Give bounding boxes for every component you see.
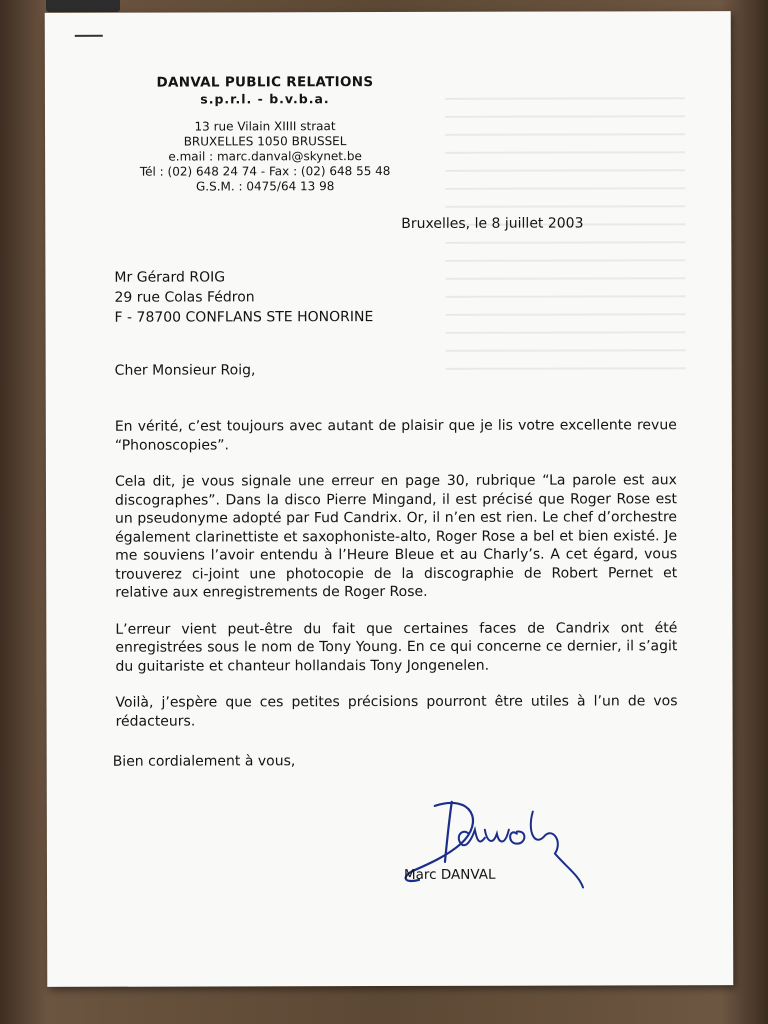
binder-clip [46, 0, 120, 12]
letter-page [45, 11, 734, 987]
letter-body [115, 416, 678, 748]
email: e.mail : marc.danval@skynet.be [168, 149, 362, 164]
salutation: Cher Monsieur Roig, [114, 362, 256, 379]
legal-form: s.p.r.l. - b.v.b.a. [200, 91, 330, 107]
letter-date: Bruxelles, le 8 juillet 2003 [401, 215, 584, 232]
phone-fax: Tél : (02) 648 24 74 - Fax : (02) 648 55 48 [139, 163, 391, 179]
letterhead [105, 74, 425, 195]
address-line2: BRUXELLES 1050 BRUSSEL [183, 134, 347, 149]
closing: Bien cordialement à vous, [112, 753, 296, 770]
recipient-street: 29 rue Colas Fédron [114, 289, 255, 306]
address-line1: 13 rue Vilain XIIII straat [194, 119, 336, 134]
recipient-city: F - 78700 CONFLANS STE HONORINE [114, 309, 374, 326]
recipient-block [114, 267, 373, 328]
gsm: G.S.M. : 0475/64 13 98 [195, 179, 335, 194]
paragraph-1: En vérité, c’est toujours avec autant de plaisir que je lis votre excellente revue “Phonoscopies”. [114, 417, 677, 454]
signer-name: Marc DANVAL [403, 866, 496, 883]
company-name: DANVAL PUBLIC RELATIONS [156, 74, 374, 91]
corner-mark [75, 35, 103, 37]
paragraph-2: Cela dit, je vous signale une erreur en page 30, rubrique “La parole est aux discographes”. Dans la disco Pierre Mingand, il est précisé que Roger Rose est un pseudonyme adopté par Fud Candrix. Or, il n’en est rien. Le chef d’orchestre également clarinettiste et saxophoniste-alto, Roger Rose a bel et bien existé. Je me souviens l’avoir entendu à l’Heure Bleue et au Charly’s. A cet égard, vous trouverez ci-joint une photocopie de la discographie de Robert Pernet et relative aux enregistrements de Roger Rose. [114, 472, 678, 601]
paragraph-3: L’erreur vient peut-être du fait que certaines faces de Candrix ont été enregistrées sous le nom de Tony Young. En ce qui concerne ce dernier, il s’agit du guitariste et chanteur hollandais Tony Jongenelen. [115, 619, 678, 675]
paragraph-4: Voilà, j’espère que ces petites précisions pourront être utiles à l’un de vos rédacteurs. [115, 693, 678, 730]
recipient-name: Mr Gérard ROIG [114, 269, 226, 286]
